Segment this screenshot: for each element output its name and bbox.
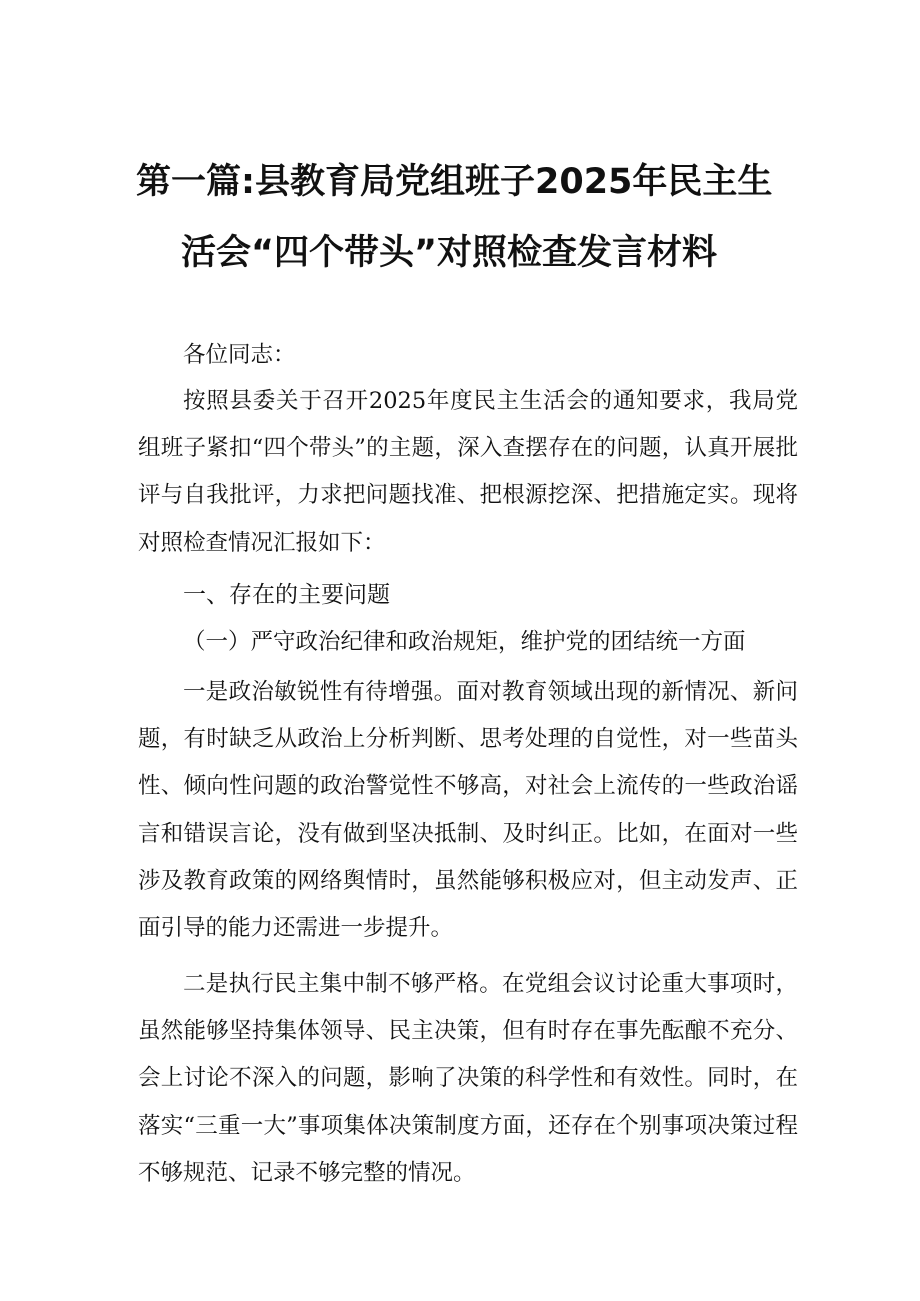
greeting: 各位同志： bbox=[183, 342, 296, 368]
document-title-line-2: 活会“四个带头”对照检查发言材料 bbox=[181, 233, 718, 273]
subsection-heading: （一）严守政治纪律和政治规矩，维护党的团结统一方面 bbox=[183, 629, 746, 655]
point-2-paragraph: 二是执行民主集中制不够严格。在党组会议讨论重大事项时，虽然能够坚持集体领导、民主决策，但有时存在事先酝酿不充分、会上讨论不深入的问题，影响了决策的科学性和有效性。同时，在落实“三重一大”事项集体决策制度方面，还存在个别事项决策过程不够规范、记录不够完整的情况。 bbox=[138, 971, 798, 1186]
document-title-line-1: 第一篇:县教育局党组班子2025年民主生 bbox=[136, 162, 773, 202]
section-heading: 一、存在的主要问题 bbox=[183, 582, 390, 608]
intro-paragraph: 按照县委关于召开2025年度民主生活会的通知要求，我局党组班子紧扣“四个带头”的主题，深入查摆存在的问题，认真开展批评与自我批评，力求把问题找准、把根源挖深、把措施定实。现将对照检查情况汇报如下： bbox=[138, 388, 798, 556]
point-1-paragraph: 一是政治敏锐性有待增强。面对教育领域出现的新情况、新问题，有时缺乏从政治上分析判断、思考处理的自觉性，对一些苗头性、倾向性问题的政治警觉性不够高，对社会上流传的一些政治谣言和错误言论，没有做到坚决抵制、及时纠正。比如，在面对一些涉及教育政策的网络舆情时，虽然能够积极应对，但主动发声、正面引导的能力还需进一步提升。 bbox=[138, 679, 798, 942]
